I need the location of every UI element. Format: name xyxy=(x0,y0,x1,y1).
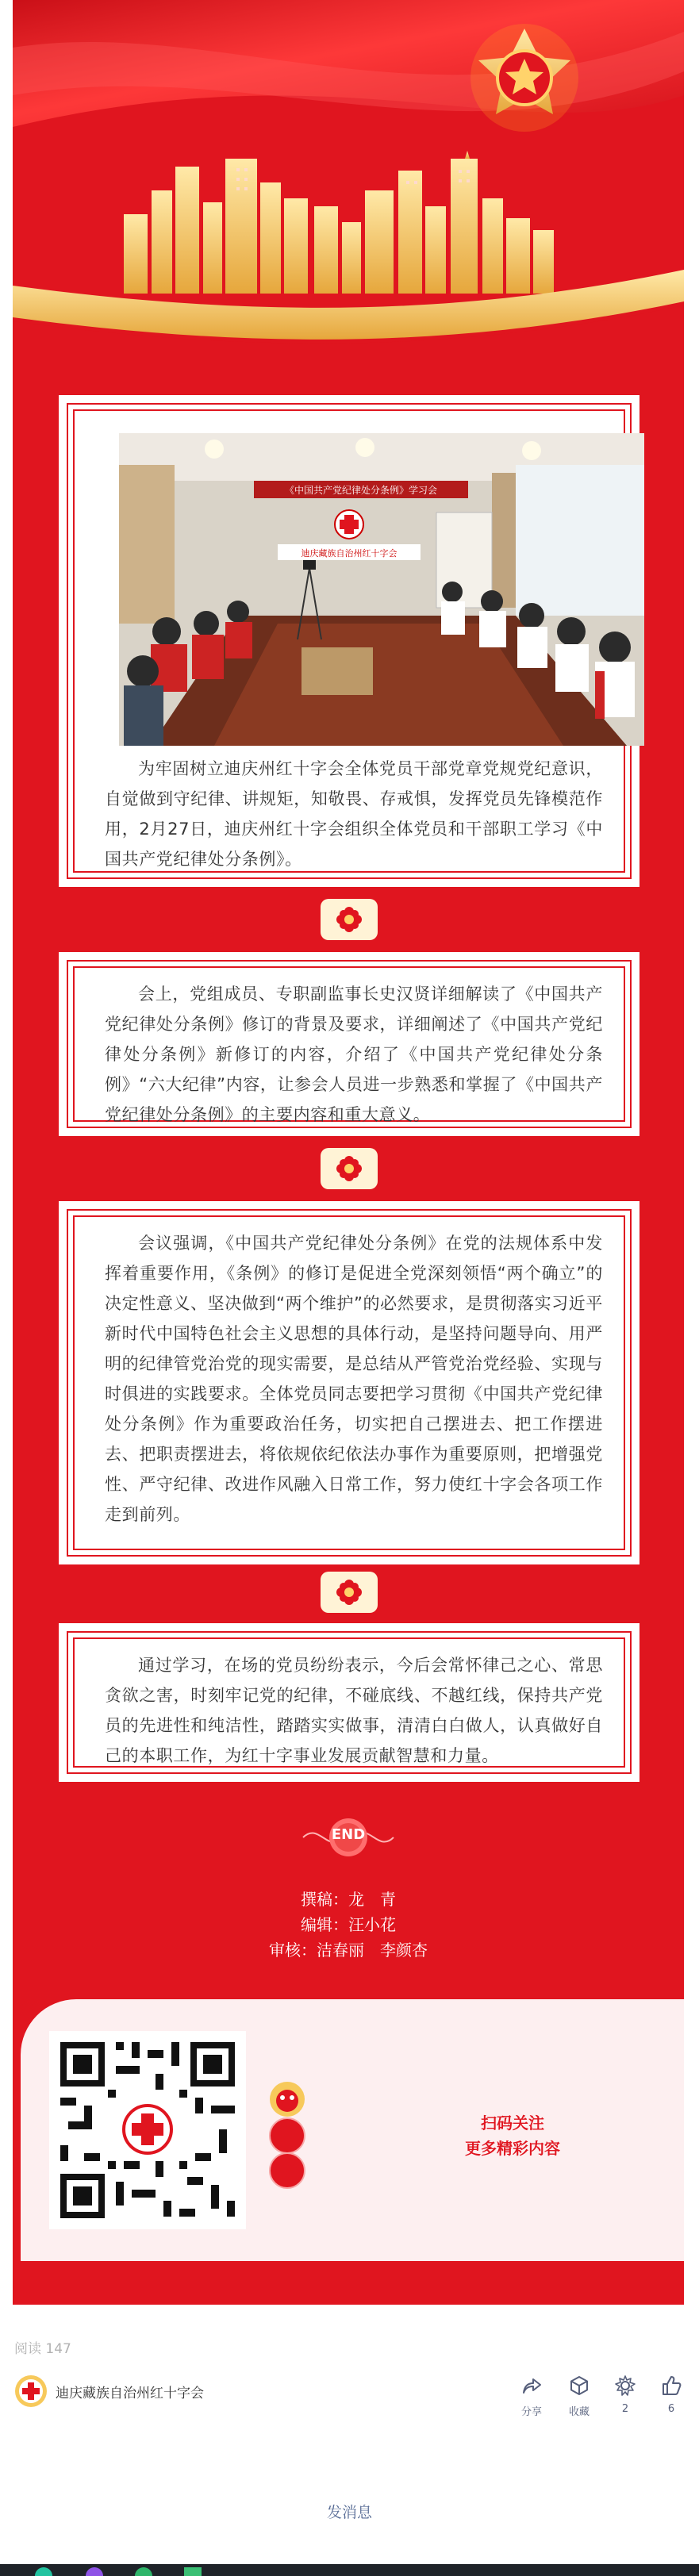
account-avatar-icon xyxy=(14,2374,48,2408)
favorite-icon xyxy=(568,2374,590,2397)
section-divider-badge-2 xyxy=(321,1148,378,1189)
section-divider-badge-1 xyxy=(321,899,378,940)
wow-count: 2 xyxy=(621,2403,629,2415)
like-button[interactable] xyxy=(651,2374,691,2415)
share-label: 分享 xyxy=(520,2406,542,2418)
article-card-2 xyxy=(59,952,639,1136)
share-icon xyxy=(520,2374,543,2397)
paragraph-3: 会议强调，《中国共产党纪律处分条例》在党的法规体系中发挥着重要作用，《条例》的修订是促进全党深刻领悟“两个确立”的决定性意义、坚决做到“两个维护”的必然要求，是贯彻落实习近平新时代中国特色社会主义思想的具体行动，是坚持问题导向、用严明的纪律管党治党的现实需要，是总结从严管党治党经验、实现与时俱进的实践要求。全体党员同志要把学习贯彻《中国共产党纪律处分条例》作为重要政治任务，切实把自己摆进去、把工作摆进去、把职责摆进去，将依规依纪依法办事作为重要原则，把增强党性、严守纪律、改进作风融入日常工作，努力使红十字会各项工作走到前列。 xyxy=(105,1234,603,1524)
qr-caption-line2: 更多精彩内容 xyxy=(465,2139,560,2158)
flower-icon xyxy=(335,1578,363,1607)
send-message-link[interactable]: 发消息 xyxy=(326,2504,372,2521)
account-name[interactable]: 迪庆藏族自治州红十字会 xyxy=(56,2385,204,2401)
qr-caption-line1: 扫码关注 xyxy=(481,2113,544,2133)
article-card-4 xyxy=(59,1623,639,1782)
credit-editor: 编辑：汪小花 xyxy=(301,1915,396,1934)
lion-mascot-icon xyxy=(263,2079,311,2190)
article-card-3 xyxy=(59,1201,639,1564)
org-sign-text: 迪庆藏族自治州红十字会 xyxy=(301,548,398,559)
app-icon[interactable] xyxy=(35,2567,52,2576)
credit-author: 撰稿：龙 青 xyxy=(301,1890,396,1909)
paragraph-1: 为牢固树立迪庆州红十字会全体党员干部党章党规党纪意识，自觉做到守纪律、讲规矩，知敬畏、存戒惧，发挥党员先锋模范作用，2月27日，迪庆州红十字会组织全体党员和干部职工学习《中国共产党纪律处分条例》。 xyxy=(105,759,603,869)
app-icon[interactable] xyxy=(135,2567,152,2576)
party-star-icon xyxy=(470,24,578,132)
flower-icon xyxy=(335,1154,363,1183)
article-card-1 xyxy=(59,395,639,887)
meeting-photo xyxy=(119,433,644,746)
share-button[interactable] xyxy=(512,2374,551,2418)
paragraph-2: 会上，党组成员、专职副监事长史汉贤详细解读了《中国共产党纪律处分条例》修订的背景及要求，详细阐述了《中国共产党纪律处分条例》新修订的内容，介绍了《中国共产党纪律处分条例》“六大纪律”内容，让参会人员进一步熟悉和掌握了《中国共产党纪律处分条例》的主要内容和重大意义。 xyxy=(105,985,603,1124)
qr-follow-panel xyxy=(21,1999,684,2261)
favorite-button[interactable] xyxy=(559,2374,599,2418)
like-count: 6 xyxy=(667,2403,675,2415)
header-banner xyxy=(13,0,684,373)
read-count: 阅读 147 xyxy=(14,2341,71,2357)
bottom-strip xyxy=(0,2564,699,2576)
like-icon xyxy=(660,2374,682,2397)
article-poster xyxy=(13,0,684,2305)
end-label: END xyxy=(331,1826,366,1843)
wow-icon xyxy=(614,2374,636,2397)
app-icon[interactable] xyxy=(86,2567,103,2576)
wow-button[interactable] xyxy=(605,2374,645,2415)
account-row[interactable] xyxy=(14,2374,204,2409)
credit-reviewer: 审核：洁春丽 李颜杏 xyxy=(269,1941,428,1960)
banner-text: 《中国共产党纪律处分条例》学习会 xyxy=(284,485,438,496)
favorite-label: 收藏 xyxy=(568,2406,590,2418)
qr-code[interactable] xyxy=(49,2031,246,2229)
flower-icon xyxy=(335,905,363,934)
paragraph-4: 通过学习，在场的党员纷纷表示，今后会常怀律己之心、常思贪欲之害，时刻牢记党的纪律，不碰底线、不越红线，保持共产党员的先进性和纯洁性，踏踏实实做事，清清白白做人，认真做好自己的本职工作，为红十字事业发展贡献智慧和力量。 xyxy=(105,1656,603,1765)
app-icon[interactable] xyxy=(184,2567,202,2576)
section-divider-badge-3 xyxy=(321,1572,378,1613)
